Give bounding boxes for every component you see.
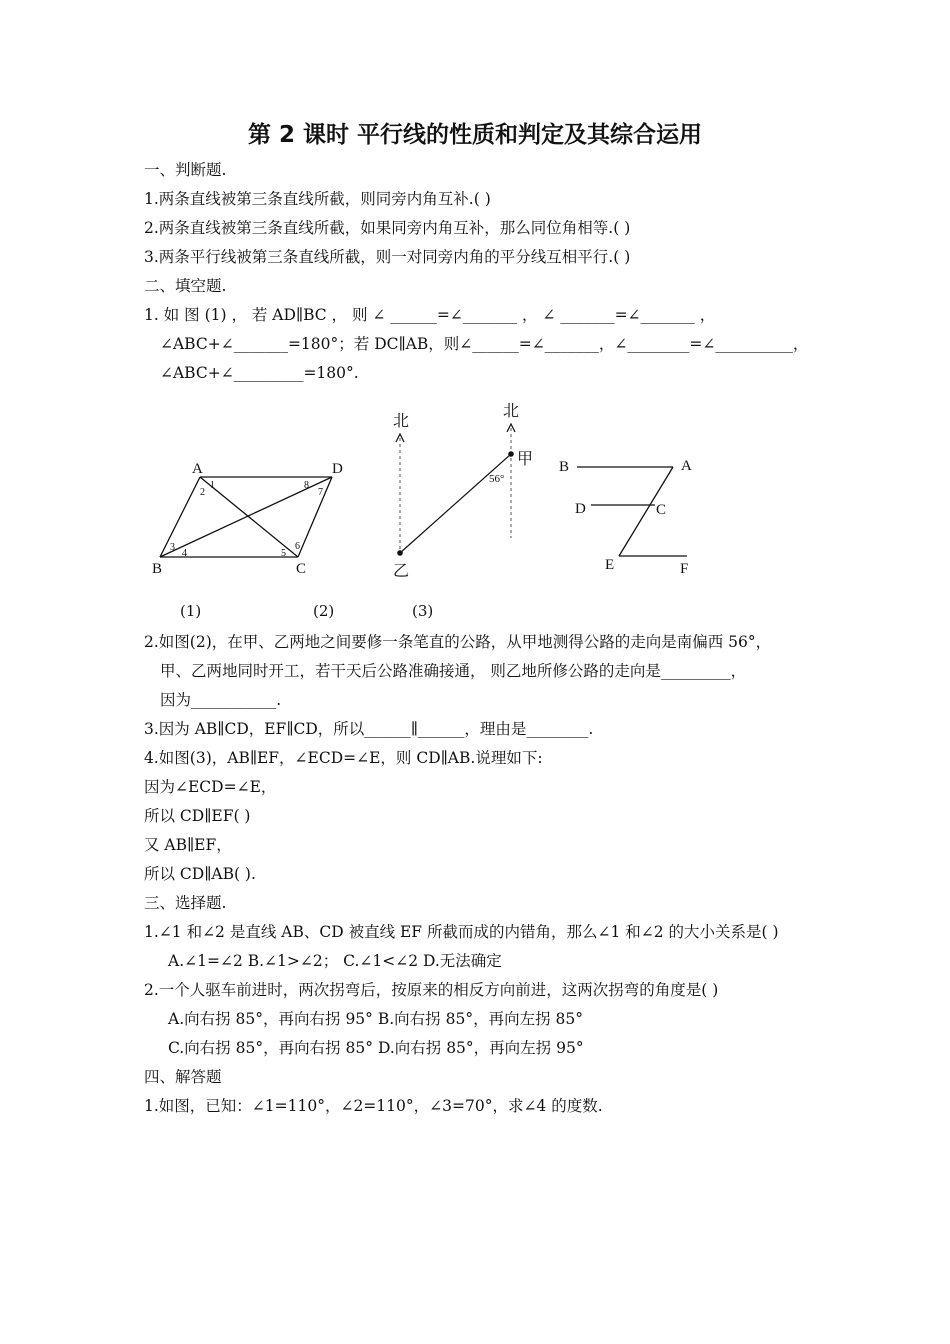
fig3-label-f: F [680,561,689,577]
solve-question-1: 1.如图，已知：∠1=110°，∠2=110°，∠3=70°，求∠4 的度数. [144,1097,603,1115]
figure-3-caption: (3) [412,602,434,620]
choice-question-1-options: A.∠1=∠2 B.∠1>∠2； C.∠1<∠2 D.无法确定 [168,952,502,970]
choice-question-2-options-1: A.向右拐 85°，再向右拐 95° B.向右拐 85°，再向左拐 85° [168,1010,583,1028]
figure-1-parallelogram [150,455,360,580]
fig2-label-jia: 甲 [517,451,534,468]
fig3-label-d: D [575,501,586,517]
figure-2-caption: (2) [313,602,335,620]
figure-1-caption: (1) [180,602,202,620]
page-title: 第 2 课时 平行线的性质和判定及其综合运用 [247,122,703,148]
fig3-label-b: B [559,459,570,475]
fig1-angle-4: 4 [182,548,187,559]
point-jia [508,451,514,457]
fig2-angle-56: 56° [489,473,505,485]
fig1-label-b: B [152,561,163,577]
fill-question-4-line-4: 又 AB∥EF， [144,836,232,854]
fill-question-1-line-3: ∠ABC+∠_________=180°. [160,364,359,382]
fill-question-1-line-2: ∠ABC+∠_______=180°；若 DC∥AB，则∠______=∠_______，∠________=∠__________， [160,335,809,353]
fill-question-2-line-2: 甲、乙两地同时开工，若干天后公路准确接通， 则乙地所修公路的走向是_________， [160,662,747,680]
choice-question-2: 2.一个人驱车前进时，两次拐弯后，按原来的相反方向前进，这两次拐弯的角度是( ) [144,981,719,999]
fig1-angle-7: 7 [318,487,323,498]
fig1-angle-6: 6 [295,541,300,552]
fig3-label-c: C [656,502,667,518]
judge-question-2: 2.两条直线被第三条直线所截，如果同旁内角互补，那么同位角相等.( ) [144,219,631,237]
fill-question-4-line-1: 4.如图(3)，AB∥EF，∠ECD=∠E，则 CD∥AB.说理如下: [144,749,543,767]
section-heading-fill: 二、填空题. [144,277,227,295]
section-heading-judge: 一、判断题. [144,161,227,179]
fill-question-4-line-5: 所以 CD∥AB( ). [144,865,256,883]
section-heading-choice: 三、选择题. [144,894,227,912]
section-heading-solve: 四、解答题 [144,1068,222,1086]
fig1-angle-1: 1 [210,480,215,491]
choice-question-1: 1.∠1 和∠2 是直线 AB、CD 被直线 EF 所截而成的内错角，那么∠1 和∠2 的大小关系是( ) [144,923,779,941]
fill-question-2-line-1: 2.如图(2)，在甲、乙两地之间要修一条笔直的公路，从甲地测得公路的走向是南偏西 56°， [144,633,772,651]
fill-question-2-line-3: 因为___________. [160,691,282,709]
judge-question-3: 3.两条平行线被第三条直线所截，则一对同旁内角的平分线互相平行.( ) [144,248,631,266]
fig1-angle-3: 3 [170,542,175,553]
fig1-angle-2: 2 [200,487,205,498]
fig3-label-a: A [681,458,692,474]
fill-question-4-line-3: 所以 CD∥EF( ) [144,807,251,825]
choice-question-2-options-2: C.向右拐 85°，再向右拐 85° D.向右拐 85°，再向左拐 95° [168,1039,584,1057]
fill-question-3: 3.因为 AB∥CD，EF∥CD，所以______∥______，理由是________. [144,720,594,738]
fig2-north-label-right: 北 [503,403,520,420]
judge-question-1: 1.两条直线被第三条直线所截，则同旁内角互补.( ) [144,190,491,208]
fill-question-4-line-2: 因为∠ECD=∠E， [144,778,277,796]
fig3-label-e: E [605,557,615,573]
fill-question-1-line-1: 1. 如 图 (1) ， 若 AD∥BC ， 则 ∠ ______=∠_______ ， ∠ _______=∠_______ ， [144,306,716,324]
fig1-label-a: A [192,461,203,477]
figure-3-parallel-lines [555,452,705,580]
fig1-angle-5: 5 [281,548,286,559]
figure-2-road [385,398,545,580]
fig1-angle-8: 8 [304,480,309,491]
fig1-label-c: C [296,561,307,577]
fig2-north-label-left: 北 [393,413,410,430]
point-yi [397,550,403,556]
fig2-label-yi: 乙 [393,563,410,580]
fig1-label-d: D [332,461,343,477]
